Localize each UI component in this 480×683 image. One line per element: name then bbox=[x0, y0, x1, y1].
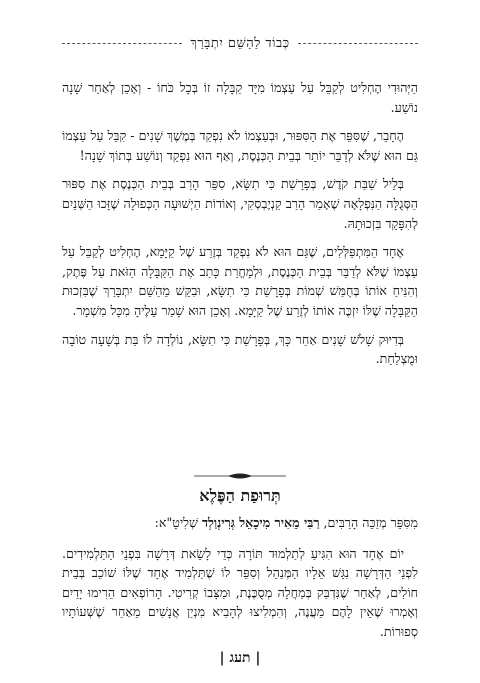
source-suffix: שְׁלִיטָ"א: bbox=[154, 515, 202, 530]
paragraph: הַיְּהוּדִי הֶחְלִיט לְקַבֵּל עַל עַצְמוֹ מִיָּד קַבָּלָה זוֹ בְּכָל כֹּחוֹ - וְאָכֵן לְאַחַר שָׁנָה נוֹשַׁע. bbox=[62, 80, 418, 115]
paragraph: בְּלֵיל שַׁבַּת קֹדֶשׁ, בְּפָרָשַׁת כִּי תִשָּׂא, סִפֵּר הָרַב בְּבֵית הַכְּנֶסֶת אֶת סִפּוּר הַסְּגֻלָּה הַנִּפְלָאָה שֶׁאָמַר הָרַב קַנְיֶבְסְקִי, וְאוֹדוֹת הַיְשׁוּעָה הַכְּפוּלָה שֶׁזָּכוּ הַשְּׁנַיִם לְהִפָּקֵד בִּזְכוּתָהּ. bbox=[62, 176, 418, 231]
running-header bbox=[62, 33, 418, 53]
ornament-divider bbox=[190, 471, 290, 481]
source-name: רַבִּי מֵאִיר מִיכָאֵל גְּרִינְוַלְד bbox=[201, 515, 320, 530]
section-text bbox=[62, 513, 418, 651]
paragraph: הֶחָבֵר, שֶׁסִּפֵּר אֶת הַסִּפּוּר, וּבְעַצְמוֹ לֹא נִפְקַד בְּמֶשֶׁךְ שָׁנִים - קִבֵּל עַל עַצְמוֹ גַּם הוּא שֶׁלֹּא לְדַבֵּר יוֹתֵר בְּבֵית הַכְּנֶסֶת, וְאַף הוּא נִפְקַד וְנוֹשַׁע בְּתוֹךְ שָׁנָה! bbox=[62, 128, 418, 163]
header-rule-right bbox=[298, 43, 418, 44]
paragraph: בְּדִיּוּק שָׁלֹשׁ שָׁנִים אַחַר כָּךְ, בְּפָרָשַׁת כִּי תִשָּׂא, נוֹלְדָה לוֹ בַּת בְּשָׁעָה טוֹבָה וּמֻצְלַחַת. bbox=[62, 331, 418, 367]
source-prefix: מִסִּפֵּר מְזַכֵּה הָרַבִּים, bbox=[319, 515, 418, 530]
paragraph: יוֹם אֶחָד הוּא הִגִּיעַ לְתַלְמוּד תּוֹרָה כְּדֵי לָשֵׂאת דְּרָשָׁה בִּפְנֵי הַתַּלְמִידִים. לִפְנֵי הַדְּרָשָׁה נִגַּשׁ אֵלָיו הַמְּנַהֵל וְסִפֵּר לוֹ שֶׁתַּלְמִיד אֶחָד שֶׁלּוֹ שׁוֹכֵב בְּבֵית חוֹלִים, לְאַחַר שֶׁנִּדְבַּק בְּמַחֲלָה מְסֻכֶּנֶת, וּמַצָּבוֹ קְרִיטִי. הָרוֹפְאִים הֵרִימוּ יָדַיִם וְאָמְרוּ שֶׁאֵין לָהֶם מַעֲנֶה, וְהִמְלִיצוּ לְהָבִיא מִנְיַן אֲנָשִׁים מֵאַחַר שֶׁשְּׁעוֹתָיו סְפוּרוֹת. bbox=[62, 545, 418, 639]
header-title: כְּבוֹד לַהַשֵּׁם יִתְבָּרַךְ bbox=[190, 36, 290, 51]
section-title: תְּרוּפַת הַפֶּלֶא bbox=[199, 486, 281, 505]
source-line bbox=[62, 513, 418, 533]
paragraph: אֶחָד הַמִּתְפַּלְּלִים, שֶׁגַּם הוּא לֹא נִפְקַד בְּזֶרַע שֶׁל קַיָּמָא, הֶחְלִיט לְקַבֵּל עַל עַצְמוֹ שֶׁלֹּא לְדַבֵּר בְּבֵית הַכְּנֶסֶת, וּלְמָחֳרַת כָּתַב אֶת הַקַּבָּלָה הַזֹּאת עַל פֶּתֶק, וְהִנִּיחַ אוֹתוֹ בְּחֻמַּשׁ שְׁמוֹת בְּפָרָשַׁת כִּי תִשָּׂא, וּבִקֵּשׁ מֵהַשֵּׁם יִתְבָּרַךְ שֶׁבִּזְכוּת הַקַּבָּלָה שֶׁלּוֹ יִזְכֶּה אוֹתוֹ לְזֶרַע שֶׁל קַיָּמָא. וְאָכֵן הוּא שָׁמַר עָלֶיהָ מִכָּל מִשְׁמָר. bbox=[62, 244, 418, 318]
page-number: | תעג | bbox=[219, 650, 261, 666]
header-rule-left bbox=[62, 43, 182, 44]
story-text bbox=[62, 78, 418, 378]
